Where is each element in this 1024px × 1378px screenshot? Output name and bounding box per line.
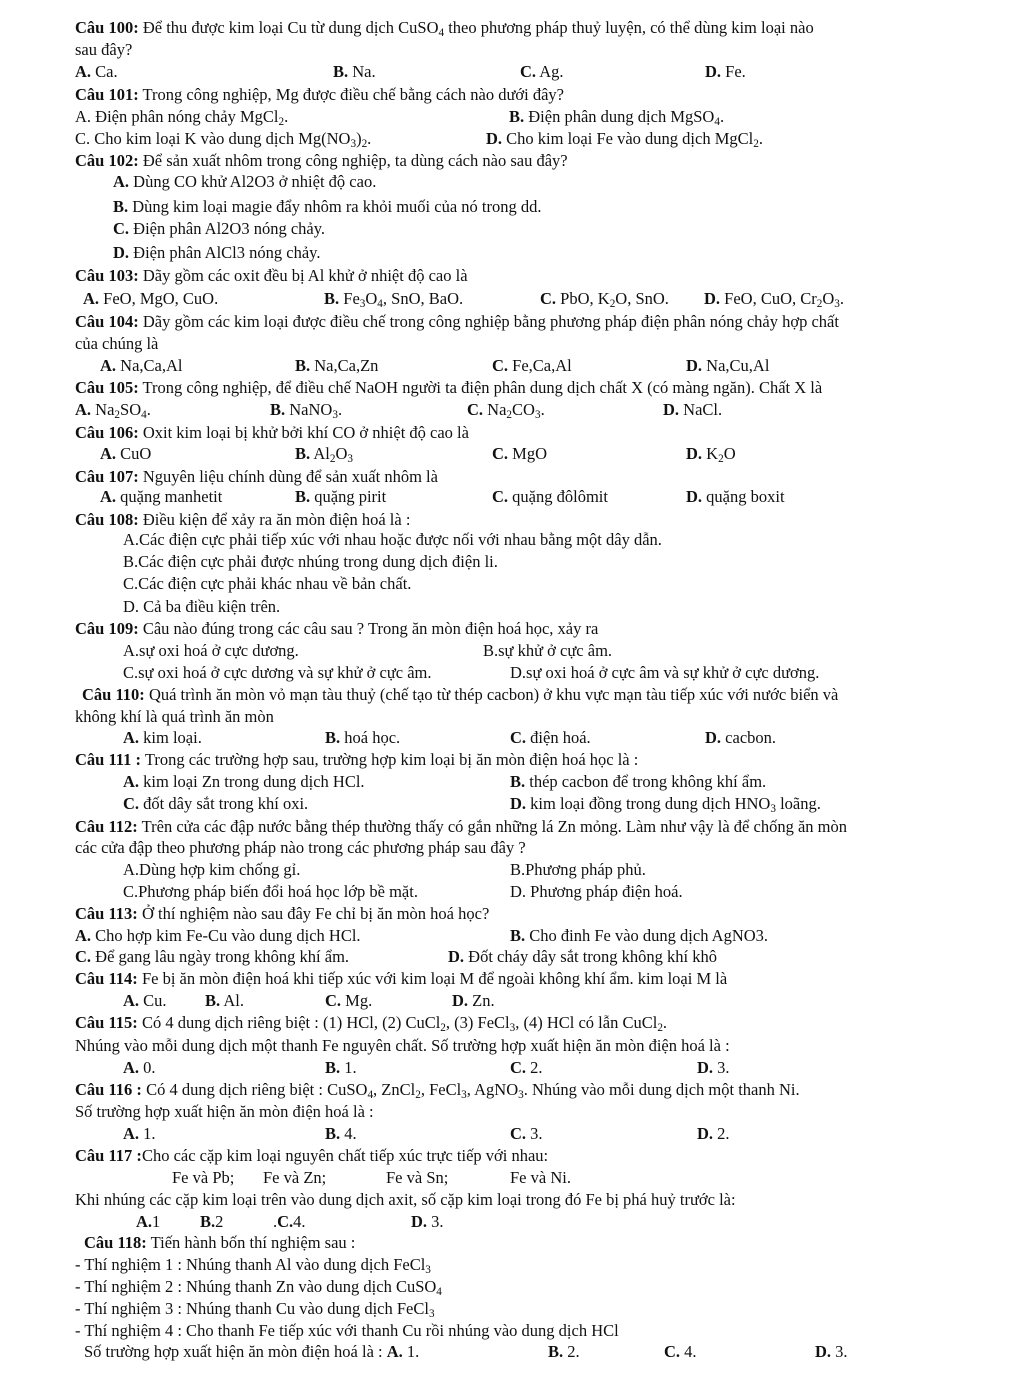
answer-option: D. 3.: [411, 1212, 444, 1231]
answer-option: D. FeO, CuO, $Cr_2O_3$.: [704, 289, 845, 310]
answer-option: B. $Al_2O_3$: [295, 444, 353, 465]
answer-option: D. Đốt cháy dây sắt trong không khí khô: [448, 947, 718, 966]
answer-option: B.2: [200, 1212, 224, 1231]
answer-option: A. FeO, MgO, CuO.: [83, 289, 219, 308]
text-line: C.Các điện cực phải khác nhau về bản chất.: [123, 574, 412, 593]
answer-option: C. Cho kim loại K vào dung dịch $Mg(NO_3)_2$.: [75, 129, 372, 150]
text-line: Câu 101: Trong công nghiệp, Mg được điều chế bằng cách nào dưới đây?: [75, 85, 565, 104]
answer-option: B.Phương pháp phủ.: [510, 860, 646, 879]
answer-option: D. cacbon.: [705, 728, 777, 747]
answer-option: C. Mg.: [325, 991, 373, 1010]
answer-option: A. Điện phân nóng chảy MgCl$_2$.: [75, 107, 289, 128]
answer-option: D. quặng boxit: [686, 487, 785, 506]
answer-option: C. MgO: [492, 444, 548, 463]
answer-option: B. Na.: [333, 62, 376, 81]
answer-option: A. quặng manhetit: [100, 487, 223, 506]
text-line: A.Các điện cực phải tiếp xúc với nhau hoặc được nối với nhau bằng một dây dẫn.: [123, 530, 662, 549]
answer-option: A. Cu.: [123, 991, 167, 1010]
answer-option: B. 2.: [548, 1342, 580, 1361]
answer-option: D. 3.: [815, 1342, 848, 1361]
answer-option: Fe và Ni.: [510, 1168, 571, 1187]
answer-option: B. $Fe_3O_4$, SnO, BaO.: [324, 289, 464, 310]
answer-option: B. 1.: [325, 1058, 357, 1077]
answer-option: C.Phương pháp biến đổi hoá học lớp bề mặt.: [123, 882, 418, 901]
answer-option: D. kim loại đồng trong dung dịch $HNO_3$ loãng.: [510, 794, 821, 815]
text-line: Câu 111 : Trong các trường hợp sau, trường hợp kim loại bị ăn mòn điện hoá học là :: [75, 750, 639, 769]
text-line: D. Điện phân AlCl3 nóng chảy.: [113, 243, 321, 262]
answer-option: D. 2.: [697, 1124, 730, 1143]
answer-option: A. Cho hợp kim Fe-Cu vào dung dịch HCl.: [75, 926, 361, 945]
answer-option: A. kim loại Zn trong dung dịch HCl.: [123, 772, 365, 791]
answer-option: C. Ag.: [520, 62, 564, 81]
answer-option: D. Na,Cu,Al: [686, 356, 770, 375]
answer-option: C. $Na_2CO_3$.: [467, 400, 545, 421]
text-line: - Thí nghiệm 3 : Nhúng thanh Cu vào dung dịch FeCl$_3$: [75, 1299, 435, 1320]
text-line: Khi nhúng các cặp kim loại trên vào dung dịch axit, số cặp kim loại trong đó Fe bị phá huỷ trước là:: [75, 1190, 736, 1209]
answer-option: C. 4.: [664, 1342, 697, 1361]
answer-option: D.sự oxi hoá ở cực âm và sự khử ở cực dương.: [510, 663, 820, 682]
answer-option: B. Cho đinh Fe vào dung dịch AgNO3.: [510, 926, 769, 945]
answer-option: A. 0.: [123, 1058, 156, 1077]
answer-option: D. 3.: [697, 1058, 730, 1077]
answer-option: D. Phương pháp điện hoá.: [510, 882, 683, 901]
text-line: Câu 107: Nguyên liệu chính dùng để sản xuất nhôm là: [75, 467, 438, 486]
answer-option: B. Điện phân dung dịch MgSO$_4$.: [509, 107, 725, 128]
text-line: A. Dùng CO khử Al2O3 ở nhiệt độ cao.: [113, 172, 377, 191]
text-line: Câu 103: Dãy gồm các oxit đều bị Al khử ở nhiệt độ cao là: [75, 266, 468, 285]
answer-option: B. hoá học.: [325, 728, 401, 747]
text-line: Câu 108: Điều kiện để xảy ra ăn mòn điện hoá là :: [75, 510, 411, 529]
text-line: sau đây?: [75, 40, 133, 59]
answer-option: C. Fe,Ca,Al: [492, 356, 572, 375]
answer-option: A. $Na_2SO_4$.: [75, 400, 151, 421]
text-line: Câu 104: Dãy gồm các kim loại được điều chế trong công nghiệp bằng phương pháp điện phân nóng chảy hợp chất: [75, 312, 839, 331]
text-line: Câu 115: Có 4 dung dịch riêng biệt : (1) HCl, (2) CuCl$_2$, (3) FeCl$_3$, (4) HCl có lẫn CuCl$_2$.: [75, 1013, 668, 1034]
text-line: - Thí nghiệm 1 : Nhúng thanh Al vào dung dịch FeCl$_3$: [75, 1255, 431, 1276]
answer-option: Fe và Sn;: [386, 1168, 449, 1187]
text-line: Câu 105: Trong công nghiệp, để điều chế NaOH người ta điện phân dung dịch chất X (có màng ngăn). Chất X là: [75, 378, 823, 397]
answer-option: B. Al.: [205, 991, 244, 1010]
text-line: của chúng là: [75, 334, 159, 353]
answer-option: Fe và Pb;: [172, 1168, 235, 1187]
text-line: Câu 106: Oxit kim loại bị khử bởi khí CO ở nhiệt độ cao là: [75, 423, 469, 442]
text-line: các cửa đập theo phương pháp nào trong các phương pháp sau đây ?: [75, 838, 526, 857]
text-line: - Thí nghiệm 2 : Nhúng thanh Zn vào dung dịch CuSO$_4$: [75, 1277, 442, 1298]
answer-option: D. NaCl.: [663, 400, 723, 419]
text-line: Câu 100: Để thu được kim loại Cu từ dung dịch CuSO$_4$ theo phương pháp thuỷ luyện, có thể dùng kim loại nào: [75, 18, 814, 39]
text-line: Nhúng vào mỗi dung dịch một thanh Fe nguyên chất. Số trường hợp xuất hiện ăn mòn điện hoá là :: [75, 1036, 730, 1055]
answer-option: B. NaNO$_3$.: [270, 400, 343, 421]
answer-option: A.1: [136, 1212, 161, 1231]
text-line: Câu 110: Quá trình ăn mòn vỏ mạn tàu thuỷ (chế tạo từ thép cacbon) ở khu vực mạn tàu tiếp xúc với nước biển và: [82, 685, 839, 704]
text-line: D. Cả ba điều kiện trên.: [123, 597, 281, 616]
answer-option: B. thép cacbon để trong không khí ẩm.: [510, 772, 767, 791]
text-line: không khí là quá trình ăn mòn: [75, 707, 274, 726]
answer-option: A. CuO: [100, 444, 152, 463]
text-line: Câu 102: Để sản xuất nhôm trong công nghiệp, ta dùng cách nào sau đây?: [75, 151, 568, 170]
text-line: C. Điện phân Al2O3 nóng chảy.: [113, 219, 326, 238]
answer-option: A.sự oxi hoá ở cực dương.: [123, 641, 299, 660]
text-line: Câu 112: Trên cửa các đập nước bằng thép thường thấy có gắn những lá Zn mỏng. Làm như vậy là để chống ăn mòn: [75, 817, 847, 836]
text-line: Câu 117 :Cho các cặp kim loại nguyên chất tiếp xúc trực tiếp với nhau:: [75, 1146, 549, 1165]
answer-option: C. điện hoá.: [510, 728, 591, 747]
answer-option: Fe và Zn;: [263, 1168, 327, 1187]
answer-option: A. kim loại.: [123, 728, 202, 747]
text-line: Câu 109: Câu nào đúng trong các câu sau ? Trong ăn mòn điện hoá học, xảy ra: [75, 619, 599, 638]
answer-option: D. Cho kim loại Fe vào dung dịch MgCl$_2$.: [486, 129, 763, 150]
answer-option: C. 2.: [510, 1058, 543, 1077]
answer-option: Số trường hợp xuất hiện ăn mòn điện hoá là : A. 1.: [84, 1342, 420, 1361]
answer-option: A.Dùng hợp kim chống gỉ.: [123, 860, 301, 879]
answer-option: C. quặng đôlômit: [492, 487, 608, 506]
answer-option: C.sự oxi hoá ở cực dương và sự khử ở cực âm.: [123, 663, 432, 682]
answer-option: B. quặng pirit: [295, 487, 387, 506]
text-line: B.Các điện cực phải được nhúng trong dung dịch điện li.: [123, 552, 498, 571]
text-line: - Thí nghiệm 4 : Cho thanh Fe tiếp xúc với thanh Cu rồi nhúng vào dung dịch HCl: [75, 1321, 619, 1340]
text-line: Câu 116 : Có 4 dung dịch riêng biệt : CuSO$_4$, ZnCl$_2$, FeCl$_3$, AgNO$_3$. Nhúng vào mỗi dung dịch một thanh Ni.: [75, 1080, 800, 1101]
text-line: B. Dùng kim loại magie đẩy nhôm ra khỏi muối của nó trong dd.: [113, 197, 542, 216]
answer-option: B.sự khử ở cực âm.: [483, 641, 613, 660]
answer-option: C. 3.: [510, 1124, 543, 1143]
text-line: Số trường hợp xuất hiện ăn mòn điện hoá là :: [75, 1102, 374, 1121]
answer-option: A. 1.: [123, 1124, 156, 1143]
answer-option: D. Zn.: [452, 991, 495, 1010]
text-line: Câu 113: Ở thí nghiệm nào sau đây Fe chỉ bị ăn mòn hoá học?: [75, 904, 490, 923]
answer-option: A. Na,Ca,Al: [100, 356, 183, 375]
text-line: Câu 114: Fe bị ăn mòn điện hoá khi tiếp xúc với kim loại M để ngoài không khí ẩm. kim loại M là: [75, 969, 728, 988]
answer-option: C. đốt dây sắt trong khí oxi.: [123, 794, 309, 813]
text-line: Câu 118: Tiến hành bốn thí nghiệm sau :: [84, 1233, 356, 1252]
answer-option: B. Na,Ca,Zn: [295, 356, 379, 375]
answer-option: A. Ca.: [75, 62, 118, 81]
answer-option: C. Để gang lâu ngày trong không khí ẩm.: [75, 947, 350, 966]
answer-option: D. Fe.: [705, 62, 746, 81]
answer-option: .C.4.: [273, 1212, 306, 1231]
answer-option: D. $K_2O$: [686, 444, 736, 465]
answer-option: B. 4.: [325, 1124, 357, 1143]
answer-option: C. PbO, $K_2O$, SnO.: [540, 289, 669, 310]
